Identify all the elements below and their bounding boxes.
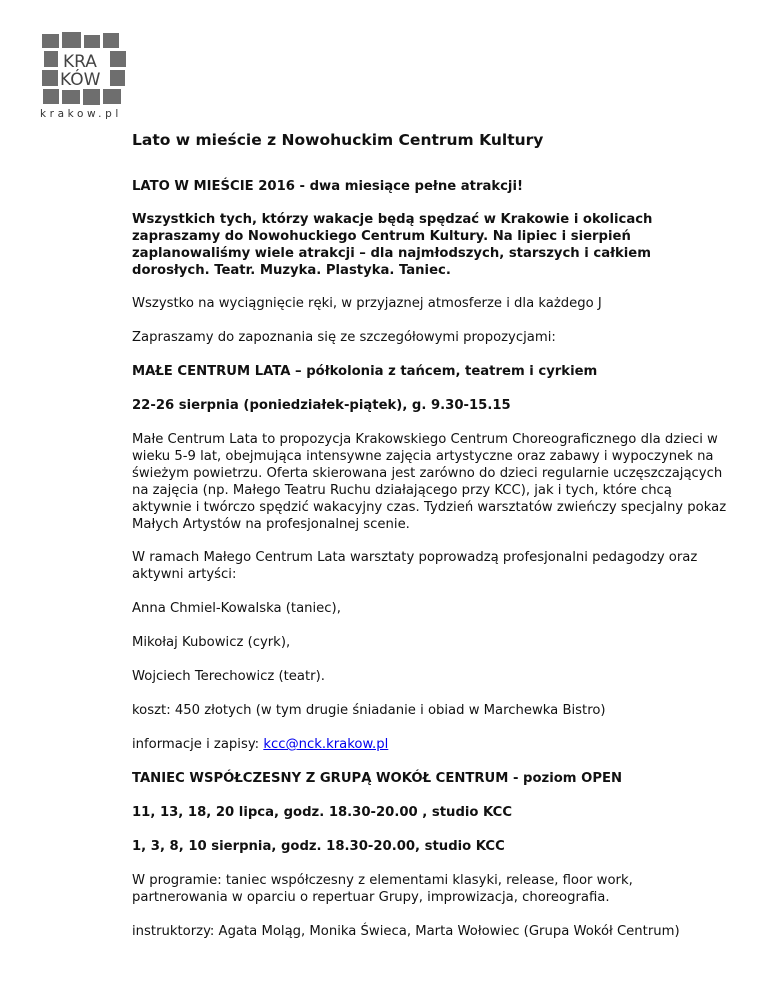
info-label: informacje i zapisy: [132,737,264,752]
krakow-logo [40,30,130,122]
section1-instructors-intro: W ramach Małego Centrum Lata warsztaty poprowadzą profesjonalni pedagodzy oraz aktywni artyści: [132,550,698,582]
section1-info [132,736,732,753]
logo-mosaic [40,30,130,108]
logo-caption: krakow.pl [40,108,122,120]
instructor-3: Wojciech Terechowicz (teatr). [132,669,325,684]
logo-text-line2: KÓW [60,70,101,90]
intro-paragraph-2: Zapraszamy do zapoznania się ze szczegółowymi propozycjami: [132,330,556,345]
section1-cost: koszt: 450 złotych (w tym drugie śniadanie i obiad w Marchewka Bistro) [132,703,606,718]
section2-dates-1: 11, 13, 18, 20 lipca, godz. 18.30-20.00 , studio KCC [132,805,513,820]
section1-dates: 22-26 sierpnia (poniedziałek-piątek), g. 9.30-15.15 [132,398,511,413]
instructor-1: Anna Chmiel-Kowalska (taniec), [132,601,341,616]
document-body [132,130,732,940]
instructor-2: Mikołaj Kubowicz (cyrk), [132,635,291,650]
section2-dates-2: 1, 3, 8, 10 sierpnia, godz. 18.30-20.00, studio KCC [132,839,505,854]
page-title: Lato w mieście z Nowohuckim Centrum Kultury [132,131,544,149]
logo-text-line1: KRA [63,52,97,72]
intro-bold: Wszystkich tych, którzy wakacje będą spędzać w Krakowie i okolicach zapraszamy do Nowohuckiego Centrum Kultury. Na lipiec i sierpień zaplanowaliśmy wiele atrakcji – dla najmłodszych, starszych i całkiem dorosłych. Teatr. Muzyka. Plastyka. Taniec. [132,212,653,278]
section2-instructors: instruktorzy: Agata Moląg, Monika Świeca, Marta Wołowiec (Grupa Wokół Centrum) [132,924,680,939]
section2-program: W programie: taniec współczesny z elementami klasyki, release, floor work, partnerowania w oparciu o repertuar Grupy, improwizacja, choreografia. [132,873,633,905]
section1-description: Małe Centrum Lata to propozycja Krakowskiego Centrum Choreograficznego dla dzieci w wieku 5-9 lat, obejmująca intensywne zajęcia artystyczne oraz zabawy i wypoczynek na świeżym powietrzu. Oferta skierowana jest zarówno do dzieci regularnie uczęszczających na zajęcia (np. Małego Teatru Ruchu działającego przy KCC), jak i tych, które chcą aktywnie i twórczo spędzić wakacyjny czas. Tydzień warsztatów zwieńczy specjalny pokaz Małych Artystów na profesjonalnej scenie. [132,432,727,532]
subtitle: LATO W MIEŚCIE 2016 - dwa miesiące pełne atrakcji! [132,179,523,194]
section1-heading: MAŁE CENTRUM LATA – półkolonia z tańcem, teatrem i cyrkiem [132,364,598,379]
section2-heading: TANIEC WSPÓŁCZESNY Z GRUPĄ WOKÓŁ CENTRUM - poziom OPEN [132,771,623,786]
intro-paragraph-1: Wszystko na wyciągnięcie ręki, w przyjaznej atmosferze i dla każdego J [132,296,602,311]
email-link[interactable]: kcc@nck.krakow.pl [263,737,389,752]
